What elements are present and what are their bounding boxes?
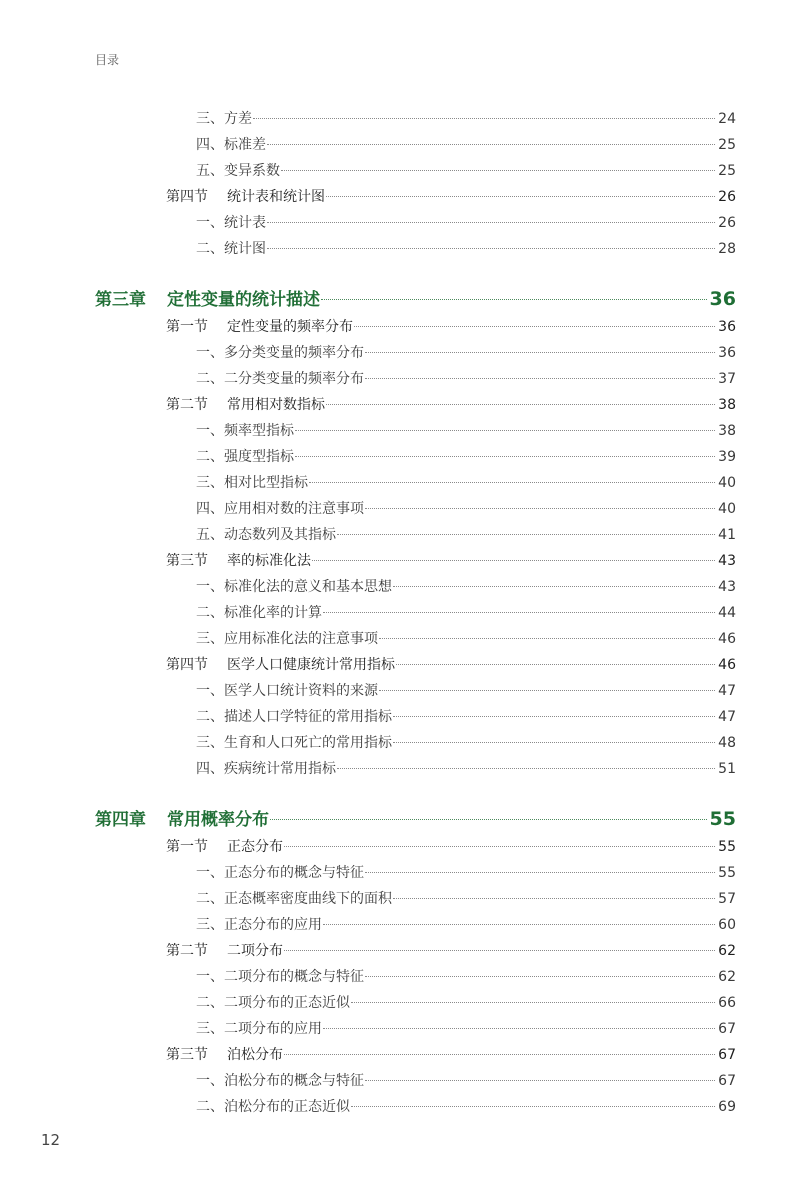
dot-leader [284, 846, 715, 847]
item-title: 一、统计表 [196, 215, 266, 231]
table-of-contents [0, 106, 800, 1120]
dot-leader [354, 326, 715, 327]
dot-leader [284, 950, 715, 951]
item-title: 一、正态分布的概念与特征 [196, 865, 364, 881]
toc-section[interactable] [166, 548, 736, 574]
item-title: 四、疾病统计常用指标 [196, 761, 336, 777]
toc-item[interactable] [196, 600, 736, 626]
item-title: 三、二项分布的应用 [196, 1021, 322, 1037]
entry-page-number: 62 [718, 969, 736, 985]
dot-leader [267, 222, 715, 223]
item-title: 一、标准化法的意义和基本思想 [196, 579, 392, 595]
section-number: 第一节 [166, 319, 208, 335]
toc-item[interactable] [196, 574, 736, 600]
dot-leader [323, 612, 715, 613]
item-title: 二、二项分布的正态近似 [196, 995, 350, 1011]
section-title: 医学人口健康统计常用指标 [227, 657, 395, 673]
section-number: 第三节 [166, 1047, 208, 1063]
dot-leader [312, 560, 715, 561]
toc-section[interactable] [166, 834, 736, 860]
item-title: 三、生育和人口死亡的常用指标 [196, 735, 392, 751]
toc-item[interactable] [196, 132, 736, 158]
toc-item[interactable] [196, 990, 736, 1016]
toc-item[interactable] [196, 678, 736, 704]
item-title: 一、多分类变量的频率分布 [196, 345, 364, 361]
entry-page-number: 24 [718, 111, 736, 127]
entry-page-number: 48 [718, 735, 736, 751]
section-title: 统计表和统计图 [227, 189, 325, 205]
toc-item[interactable] [196, 730, 736, 756]
dot-leader [351, 1106, 715, 1107]
section-number: 第四节 [166, 189, 208, 205]
entry-page-number: 66 [718, 995, 736, 1011]
item-title: 二、强度型指标 [196, 449, 294, 465]
dot-leader [393, 716, 715, 717]
entry-page-number: 67 [718, 1047, 736, 1063]
toc-item[interactable] [196, 756, 736, 782]
entry-page-number: 26 [718, 215, 736, 231]
toc-item[interactable] [196, 366, 736, 392]
entry-page-number: 47 [718, 683, 736, 699]
item-title: 二、正态概率密度曲线下的面积 [196, 891, 392, 907]
dot-leader [337, 768, 715, 769]
entry-page-number: 46 [718, 631, 736, 647]
chapter-2-tail [0, 106, 800, 262]
entry-page-number: 46 [718, 657, 736, 673]
item-title: 一、医学人口统计资料的来源 [196, 683, 378, 699]
section-number: 第一节 [166, 839, 208, 855]
dot-leader [309, 482, 715, 483]
toc-item[interactable] [196, 340, 736, 366]
item-title: 二、二分类变量的频率分布 [196, 371, 364, 387]
toc-section[interactable] [166, 314, 736, 340]
entry-page-number: 28 [718, 241, 736, 257]
entry-page-number: 38 [718, 397, 736, 413]
dot-leader [337, 534, 715, 535]
section-title: 定性变量的频率分布 [227, 319, 353, 335]
item-title: 二、泊松分布的正态近似 [196, 1099, 350, 1115]
entry-page-number: 67 [718, 1073, 736, 1089]
toc-section[interactable] [166, 392, 736, 418]
toc-section[interactable] [166, 184, 736, 210]
dot-leader [267, 144, 715, 145]
entry-page-number: 40 [718, 501, 736, 517]
entry-page-number: 43 [718, 579, 736, 595]
toc-item[interactable] [196, 496, 736, 522]
entry-page-number: 43 [718, 553, 736, 569]
section-title: 泊松分布 [227, 1047, 283, 1063]
dot-leader [253, 118, 715, 119]
dot-leader [365, 872, 715, 873]
dot-leader [365, 1080, 715, 1081]
dot-leader [393, 586, 715, 587]
entry-page-number: 55 [718, 865, 736, 881]
entry-page-number: 39 [718, 449, 736, 465]
entry-page-number: 38 [718, 423, 736, 439]
item-title: 一、泊松分布的概念与特征 [196, 1073, 364, 1089]
section-number: 第四节 [166, 657, 208, 673]
toc-item[interactable] [196, 522, 736, 548]
entry-page-number: 67 [718, 1021, 736, 1037]
entry-page-number: 25 [718, 163, 736, 179]
toc-section[interactable] [166, 652, 736, 678]
item-title: 二、标准化率的计算 [196, 605, 322, 621]
chapter-page-number: 36 [709, 288, 736, 310]
toc-chapter-4[interactable] [95, 804, 736, 834]
toc-item[interactable] [196, 704, 736, 730]
entry-page-number: 51 [718, 761, 736, 777]
toc-item[interactable] [196, 210, 736, 236]
dot-leader [365, 976, 715, 977]
running-head: 目录 [95, 53, 120, 67]
dot-leader [379, 638, 715, 639]
dot-leader [321, 299, 707, 300]
dot-leader [323, 1028, 715, 1029]
section-number: 第三节 [166, 553, 208, 569]
chapter-page-number: 55 [709, 808, 736, 830]
dot-leader [281, 170, 715, 171]
chapter-4-entries [0, 834, 800, 1120]
toc-item[interactable] [196, 444, 736, 470]
entry-page-number: 36 [718, 319, 736, 335]
item-title: 五、变异系数 [196, 163, 280, 179]
toc-section[interactable] [166, 938, 736, 964]
entry-page-number: 26 [718, 189, 736, 205]
toc-item[interactable] [196, 912, 736, 938]
entry-page-number: 57 [718, 891, 736, 907]
chapter-title: 定性变量的统计描述 [167, 290, 320, 310]
item-title: 四、标准差 [196, 137, 266, 153]
toc-item[interactable] [196, 1068, 736, 1094]
item-title: 三、正态分布的应用 [196, 917, 322, 933]
toc-item[interactable] [196, 470, 736, 496]
entry-page-number: 40 [718, 475, 736, 491]
dot-leader [393, 898, 715, 899]
entry-page-number: 44 [718, 605, 736, 621]
toc-item[interactable] [196, 418, 736, 444]
item-title: 一、频率型指标 [196, 423, 294, 439]
toc-item[interactable] [196, 626, 736, 652]
entry-page-number: 55 [718, 839, 736, 855]
item-title: 三、应用标准化法的注意事项 [196, 631, 378, 647]
dot-leader [295, 456, 715, 457]
item-title: 二、描述人口学特征的常用指标 [196, 709, 392, 725]
page-number: 12 [41, 1131, 61, 1149]
dot-leader [323, 924, 715, 925]
item-title: 五、动态数列及其指标 [196, 527, 336, 543]
entry-page-number: 60 [718, 917, 736, 933]
section-title: 率的标准化法 [227, 553, 311, 569]
section-title: 常用相对数指标 [227, 397, 325, 413]
toc-item[interactable] [196, 236, 736, 262]
entry-page-number: 36 [718, 345, 736, 361]
section-number: 第二节 [166, 943, 208, 959]
item-title: 三、相对比型指标 [196, 475, 308, 491]
toc-item[interactable] [196, 1094, 736, 1120]
dot-leader [393, 742, 715, 743]
dot-leader [267, 248, 715, 249]
item-title: 二、统计图 [196, 241, 266, 257]
item-title: 一、二项分布的概念与特征 [196, 969, 364, 985]
toc-item[interactable] [196, 886, 736, 912]
item-title: 四、应用相对数的注意事项 [196, 501, 364, 517]
entry-page-number: 69 [718, 1099, 736, 1115]
toc-item[interactable] [196, 106, 736, 132]
dot-leader [396, 664, 715, 665]
dot-leader [379, 690, 715, 691]
dot-leader [284, 1054, 715, 1055]
toc-item[interactable] [196, 1016, 736, 1042]
entry-page-number: 25 [718, 137, 736, 153]
entry-page-number: 41 [718, 527, 736, 543]
entry-page-number: 37 [718, 371, 736, 387]
dot-leader [326, 196, 715, 197]
dot-leader [365, 378, 715, 379]
chapter-3-entries [0, 314, 800, 782]
toc-item[interactable] [196, 158, 736, 184]
dot-leader [326, 404, 715, 405]
item-title: 三、方差 [196, 111, 252, 127]
dot-leader [365, 352, 715, 353]
dot-leader [270, 819, 707, 820]
entry-page-number: 47 [718, 709, 736, 725]
chapter-title: 常用概率分布 [167, 810, 269, 830]
toc-section[interactable] [166, 1042, 736, 1068]
section-title: 二项分布 [227, 943, 283, 959]
toc-item[interactable] [196, 964, 736, 990]
dot-leader [351, 1002, 715, 1003]
chapter-number: 第四章 [95, 810, 146, 830]
toc-chapter-3[interactable] [95, 284, 736, 314]
entry-page-number: 62 [718, 943, 736, 959]
dot-leader [295, 430, 715, 431]
dot-leader [365, 508, 715, 509]
chapter-number: 第三章 [95, 290, 146, 310]
section-number: 第二节 [166, 397, 208, 413]
section-title: 正态分布 [227, 839, 283, 855]
toc-item[interactable] [196, 860, 736, 886]
